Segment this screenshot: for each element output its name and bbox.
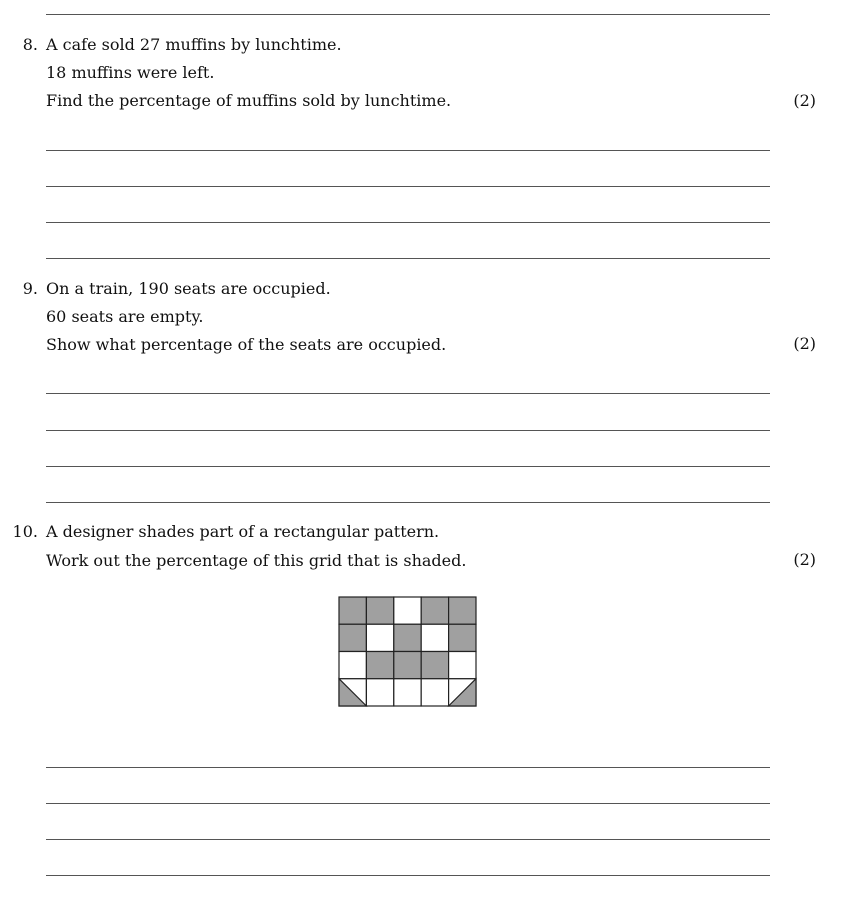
answer-line[interactable] <box>46 222 770 223</box>
question-text: On a train, 190 seats are occupied. <box>46 279 331 298</box>
grid-cell-empty <box>449 652 476 679</box>
grid-cell-full <box>449 624 476 651</box>
grid-cell-empty <box>421 624 448 651</box>
marks-label: (2) <box>793 550 816 569</box>
grid-cell-full <box>449 597 476 624</box>
grid-cell-full <box>366 652 393 679</box>
answer-line[interactable] <box>46 258 770 259</box>
answer-line[interactable] <box>46 839 770 840</box>
answer-line[interactable] <box>46 875 770 876</box>
answer-line[interactable] <box>46 803 770 804</box>
grid-cell-empty <box>394 679 421 706</box>
answer-line[interactable] <box>46 466 770 467</box>
question-text: Work out the percentage of this grid that is shaded. <box>46 551 467 570</box>
answer-line[interactable] <box>46 430 770 431</box>
grid-cell-full <box>394 652 421 679</box>
question-text: 18 muffins were left. <box>46 63 215 82</box>
question-text: Show what percentage of the seats are occupied. <box>46 335 447 354</box>
question-text: A designer shades part of a rectangular pattern. <box>46 522 440 541</box>
grid-cell-empty <box>366 624 393 651</box>
question-number: 8. <box>22 35 38 54</box>
grid-cell-full <box>394 624 421 651</box>
grid-cell-empty <box>339 652 366 679</box>
question-text: 60 seats are empty. <box>46 307 204 326</box>
answer-line[interactable] <box>46 502 770 503</box>
answer-line[interactable] <box>46 767 770 768</box>
answer-line[interactable] <box>46 150 770 151</box>
marks-label: (2) <box>793 334 816 353</box>
question-number: 9. <box>22 279 38 298</box>
grid-cell-empty <box>366 679 393 706</box>
question-text: Find the percentage of muffins sold by lunchtime. <box>46 91 452 110</box>
question-text: A cafe sold 27 muffins by lunchtime. <box>46 35 342 54</box>
grid-cell-full <box>339 624 366 651</box>
question-number: 10. <box>12 522 38 541</box>
grid-cell-full <box>421 652 448 679</box>
grid-cell-full <box>366 597 393 624</box>
answer-line <box>46 14 770 15</box>
grid-cell-full <box>339 597 366 624</box>
grid-cell-empty <box>421 679 448 706</box>
grid-cell-empty <box>394 597 421 624</box>
marks-label: (2) <box>793 91 816 110</box>
answer-line[interactable] <box>46 393 770 394</box>
answer-line[interactable] <box>46 186 770 187</box>
grid-cell-full <box>421 597 448 624</box>
shaded-grid <box>338 596 477 707</box>
